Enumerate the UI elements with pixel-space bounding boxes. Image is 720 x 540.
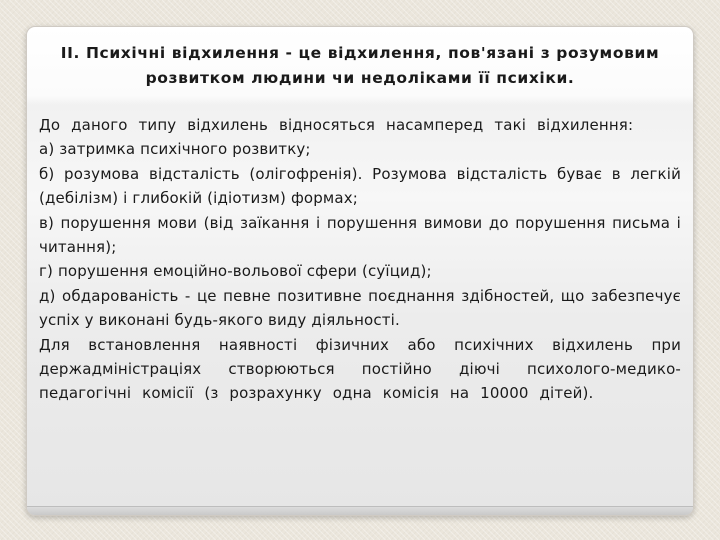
slide-body	[39, 113, 681, 406]
deviation-list	[39, 137, 681, 332]
slide-title: II. Психічні відхилення - це відхилення, пов'язані з розумовим розвитком людини чи недоліками її психіки.	[60, 44, 660, 87]
list-item: а) затримка психічного розвитку;	[39, 140, 311, 159]
closing-paragraph: Для встановлення наявності фізичних або психічних відхилень при держадміністраціях створюються постійно діючі психолого-медико-педагогічні комісії (з розрахунку одна комісія на 10000 дітей).	[39, 335, 681, 403]
intro-paragraph: До даного типу відхилень відносяться насамперед такі відхилення:	[39, 116, 634, 134]
slide-card	[26, 26, 694, 516]
list-item: г) порушення емоційно-вольової сфери (суїцид);	[39, 262, 432, 281]
list-item: б) розумова відсталість (олігофренія). Розумова відсталість буває в легкій (дебілізм) і глибокій (ідіотизм) формах;	[39, 164, 681, 208]
slide-content	[39, 41, 681, 406]
list-item: д) обдарованість - це певне позитивне поєднання здібностей, що забезпечує успіх у виконані будь-якого виду діяльності.	[39, 286, 681, 330]
list-item: в) порушення мови (від заїкання і порушення вимови до порушення письма і читання);	[39, 213, 681, 257]
